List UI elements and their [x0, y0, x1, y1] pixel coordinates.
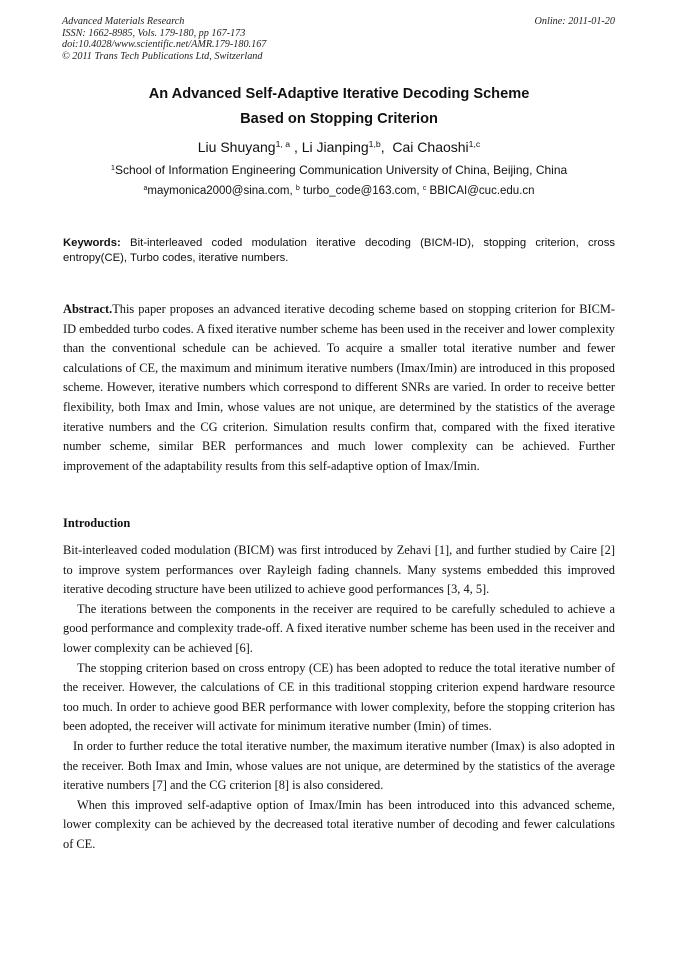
affiliation [62, 163, 616, 177]
keywords-text: Bit-interleaved coded modulation iterative decoding (BICM-ID), stopping criterion, cross entropy(CE), Turbo codes, iterative numbers. [63, 237, 615, 264]
journal-header [62, 16, 442, 62]
body-paragraph: In order to further reduce the total iterative number, the maximum iterative number (Imax) is also adopted in the receiver. Both Imax and Imin, whose values are not unique, are determined by the statistics of the average iterative numbers [7] and the CG criterion [8] is also considered. [63, 738, 615, 793]
email-mark: a [143, 184, 148, 193]
author-affiliation-mark: 1,b [368, 139, 381, 150]
paper-title [62, 82, 616, 132]
email-mark: b [295, 184, 300, 193]
abstract-label: Abstract. [63, 302, 113, 316]
author-list [62, 139, 616, 155]
affiliation-text: School of Information Engineering Communication University of China, Beijing, China [114, 163, 568, 177]
journal-name: Advanced Materials Research [62, 16, 185, 27]
introduction-heading: Introduction [63, 516, 131, 530]
author-separator: , [290, 139, 302, 155]
keywords-label: Keywords: [63, 237, 121, 249]
keywords-block [63, 236, 615, 265]
body-paragraph: The stopping criterion based on cross entropy (CE) has been adopted to reduce the total iterative number of the receiver. However, the calculations of CE in this traditional stopping criterion expend hardware resource too much. In order to achieve good BER performance with lower complexity, before the stopping criterion has been adopted, the receiver will activate for minimum iterative number (Imin) of times. [63, 660, 615, 734]
title-line-1: An Advanced Self-Adaptive Iterative Decoding Scheme [148, 86, 530, 102]
body-paragraph: When this improved self-adaptive option of Imax/Imin has been introduced into this advanced scheme, lower complexity can be achieved by the decreased total iterative number of decoding and fewer calculations of CE. [63, 797, 615, 851]
author-separator: , [380, 139, 393, 155]
online-date: Online: 2011-01-20 [534, 16, 615, 27]
author-affiliation-mark: 1, a [275, 139, 291, 150]
author-name: Cai Chaoshi [392, 139, 469, 155]
email-address: turbo_code@163.com, [299, 185, 423, 197]
affiliation-mark: 1 [110, 162, 115, 172]
title-line-2: Based on Stopping Criterion [240, 111, 438, 127]
author-name: Liu Shuyang [197, 139, 276, 155]
introduction-body [63, 541, 615, 855]
abstract-block [63, 300, 615, 476]
body-paragraph: Bit-interleaved coded modulation (BICM) was first introduced by Zehavi [1], and further studied by Caire [2] to improve system performances over Rayleigh fading channels. Many systems embedded this improved iterative decoding structure have been utilized to achieve good performances [3, 4, 5]. [63, 543, 615, 597]
copyright-line: © 2011 Trans Tech Publications Ltd, Switzerland [62, 50, 263, 62]
abstract-text: This paper proposes an advanced iterative decoding scheme based on stopping criterion for BICM-ID embedded turbo codes. A fixed iterative number scheme has been used in the receiver and lower complexity than the conventional schedule can be achieved. To acquire a smaller total iterative number and fewer calculations of CE, the maximum and minimum iterative numbers (Imax/Imin) are introduced in this proposed scheme. However, iterative numbers which correspond to different SNRs are varied. In order to receive better flexibility, both Imax and Imin, whose values are not unique, are determined by the statistics of the average iterative numbers and the CG criterion. Simulation results confirm that, compared with the fixed iterative number scheme, similar BER performances and much lower complexity can be achieved. Further improvement of the adaptability results from this self-adaptive option of Imax/Imin. [63, 302, 615, 473]
email-mark: c [422, 184, 427, 193]
author-name: Li Jianping [301, 139, 369, 155]
author-affiliation-mark: 1,c [468, 139, 481, 150]
issn-line: ISSN: 1662-8985, Vols. 179-180, pp 167-173 [62, 27, 246, 39]
doi-line: doi:10.4028/www.scientific.net/AMR.179-180.167 [62, 39, 267, 51]
email-list [62, 185, 616, 197]
body-paragraph: The iterations between the components in the receiver are required to be carefully scheduled to achieve a good performance and complexity trade-off. A fixed iterative number scheme has been used in the receiver and lower complexity can be achieved [6]. [63, 601, 615, 655]
email-address: BBICAI@cuc.edu.cn [426, 185, 535, 197]
email-address: maymonica2000@sina.com, [147, 185, 296, 197]
